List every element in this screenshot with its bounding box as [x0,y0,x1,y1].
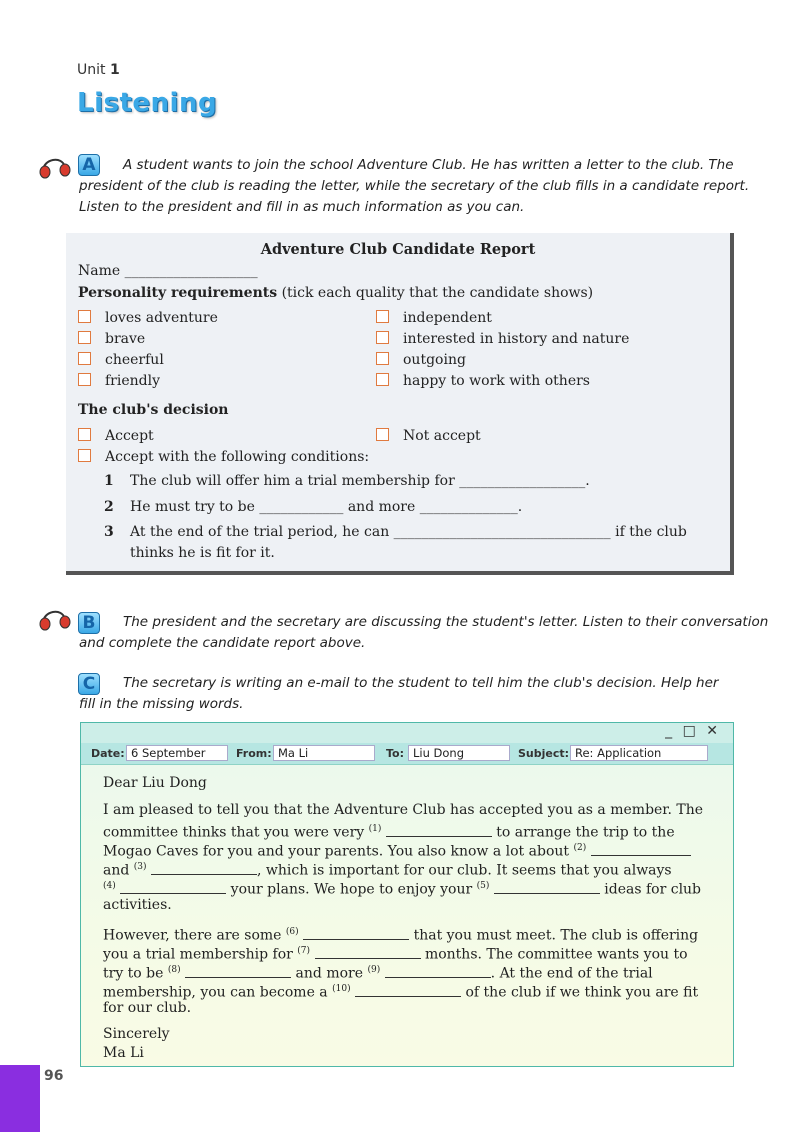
email-header-fields [81,743,733,765]
checkbox-item[interactable]: brave [78,331,145,347]
email-line: try to be $^{(8)}$ and more $^{(9)}$ . At the end of the trial [103,965,653,982]
checkbox-icon[interactable] [376,373,389,386]
section-c-instruction: The secretary is writing an e-mail to the student to tell him the club's decision. Help her [123,675,719,691]
headphone-icon [38,153,72,179]
blank-10[interactable] [355,984,461,997]
blank-7[interactable] [315,946,421,959]
email-line: for our club. [103,1000,192,1016]
window-buttons-icon[interactable]: _ □ ✕ [665,723,721,739]
from-label: From: [236,747,272,760]
report-heading: Adventure Club Candidate Report [260,241,536,258]
personality-label: Personality requirements (tick each quality that the candidate shows) [78,285,594,301]
name-field: Name ___________________ [78,263,258,279]
condition-3: 3 At the end of the trial period, he can _______________________________ if the club [104,524,687,540]
email-line: you a trial membership for $^{(7)}$ months. The committee wants you to [103,946,688,963]
blank-3[interactable] [151,862,257,875]
checkbox-icon[interactable] [376,428,389,441]
checkbox-icon[interactable] [78,449,91,462]
checkbox-icon[interactable] [78,352,91,365]
blank-8[interactable] [185,965,291,978]
email-title-bar [81,723,733,744]
email-line: However, there are some $^{(6)}$ that you must meet. The club is offering [103,927,699,944]
checkbox-item[interactable]: interested in history and nature [376,331,629,347]
condition-1: 1 The club will offer him a trial membership for __________________. [104,473,590,489]
section-c-badge: C [78,673,100,695]
decision-heading: The club's decision [78,402,229,418]
section-a-instruction-2: president of the club is reading the letter, while the secretary of the club fills in a candidate report. [79,178,750,194]
checkbox-icon[interactable] [78,310,91,323]
section-c-instruction-2: fill in the missing words. [79,696,244,712]
email-line: I am pleased to tell you that the Adventure Club has accepted you as a member. The [103,802,704,818]
email-line: and $^{(3)}$ , which is important for our club. It seems that you always [103,862,672,879]
from-field[interactable]: Ma Li [273,745,375,761]
accept-conditions-checkbox[interactable]: Accept with the following conditions: [78,449,369,465]
date-label: Date: [91,747,125,760]
section-a-instruction: A student wants to join the school Adventure Club. He has written a letter to the club. The [123,157,734,173]
email-line: membership, you can become a $^{(10)}$ of the club if we think you are fit [103,984,699,1001]
checkbox-icon[interactable] [376,331,389,344]
section-b-badge: B [78,612,100,634]
not-accept-checkbox[interactable]: Not accept [376,428,481,444]
email-signature: Ma Li [103,1045,144,1061]
headphone-icon [38,605,72,631]
email-closing: Sincerely [103,1026,170,1042]
checkbox-item[interactable]: outgoing [376,352,466,368]
accept-checkbox[interactable]: Accept [78,428,154,444]
blank-4[interactable] [120,881,226,894]
to-label: To: [386,747,404,760]
email-line: $^{(4)}$ your plans. We hope to enjoy your $^{(5)}$ ideas for club [103,881,702,898]
page-tab [0,1065,40,1132]
checkbox-icon[interactable] [376,310,389,323]
email-window [80,722,734,1067]
subject-field[interactable]: Re: Application [570,745,708,761]
blank-6[interactable] [303,927,409,940]
section-a-badge: A [78,154,100,176]
email-line: activities. [103,897,172,913]
subject-label: Subject: [518,747,570,760]
section-b-instruction-2: and complete the candidate report above. [79,635,366,651]
to-field[interactable]: Liu Dong [408,745,510,761]
checkbox-item[interactable]: loves adventure [78,310,218,326]
checkbox-item[interactable]: cheerful [78,352,164,368]
unit-label: Unit 1 [77,62,120,78]
checkbox-icon[interactable] [78,428,91,441]
condition-3-cont: thinks he is fit for it. [130,545,275,561]
email-line: Mogao Caves for you and your parents. You also know a lot about $^{(2)}$ [103,839,691,862]
page-number: 96 [44,1068,64,1084]
email-greeting: Dear Liu Dong [103,775,207,791]
blank-1[interactable] [386,824,492,837]
section-b-instruction: The president and the secretary are discussing the student's letter. Listen to their conversation [123,614,769,630]
checkbox-icon[interactable] [376,352,389,365]
blank-9[interactable] [385,965,491,978]
condition-2: 2 He must try to be ____________ and more ______________. [104,499,523,515]
blank-2[interactable] [591,843,691,856]
checkbox-icon[interactable] [78,331,91,344]
checkbox-item[interactable]: happy to work with others [376,373,590,389]
candidate-report [66,233,734,575]
page-title: Listening [77,88,218,118]
section-a-instruction-3: Listen to the president and fill in as much information as you can. [79,199,525,215]
checkbox-icon[interactable] [78,373,91,386]
email-line: committee thinks that you were very $^{(1)}$ to arrange the trip to the [103,824,675,841]
date-field[interactable]: 6 September [126,745,228,761]
checkbox-item[interactable]: independent [376,310,492,326]
checkbox-item[interactable]: friendly [78,373,160,389]
blank-5[interactable] [494,881,600,894]
